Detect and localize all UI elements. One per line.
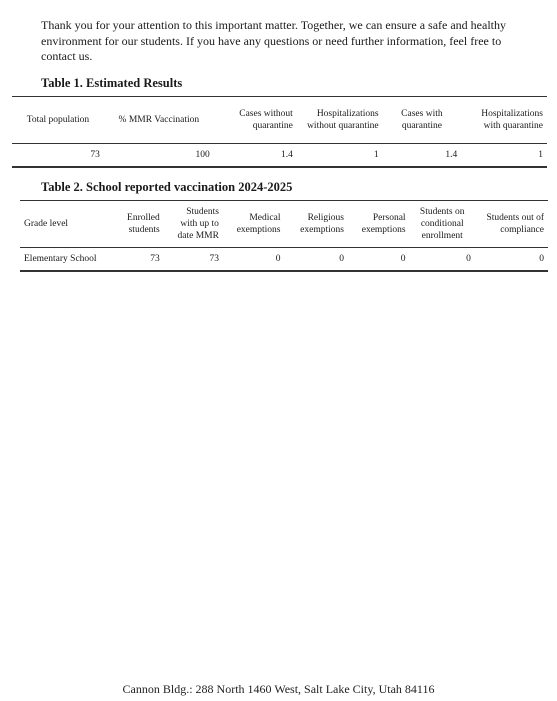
estimated-results-table bbox=[12, 96, 547, 168]
footer-address: Cannon Bldg.: 288 North 1460 West, Salt Lake City, Utah 84116 bbox=[122, 682, 435, 696]
table-row bbox=[12, 144, 547, 168]
cell-medical-exemptions: 0 bbox=[275, 254, 281, 264]
col-header-personal-exemptions: Personal exemptions bbox=[348, 201, 410, 248]
cell-grade-level: Elementary School bbox=[24, 254, 97, 264]
cell-cases-with-quarantine: 1.4 bbox=[445, 150, 458, 160]
col-header-hospitalizations-without-quarantine: Hospitalizations without quarantine bbox=[297, 97, 383, 144]
cell-up-to-date-mmr: 73 bbox=[209, 254, 219, 264]
col-header-hospitalizations-with-quarantine: Hospitalizations with quarantine bbox=[461, 97, 547, 144]
col-header-mmr-vaccination: % MMR Vaccination bbox=[104, 97, 214, 144]
table-row bbox=[20, 248, 548, 272]
table1-caption: Table 1. Estimated Results bbox=[41, 76, 183, 90]
cell-religious-exemptions: 0 bbox=[339, 254, 344, 264]
cell-personal-exemptions: 0 bbox=[400, 254, 406, 264]
cell-conditional-enrollment: 0 bbox=[466, 254, 471, 264]
intro-paragraph: Thank you for your attention to this important matter. Together, we can ensure a safe and healthy environment for our students. If you have any questions or need further information, feel free to contact us. bbox=[41, 18, 506, 63]
cell-cases-without-quarantine: 1.4 bbox=[280, 150, 293, 160]
cell-mmr-vaccination: 100 bbox=[195, 150, 210, 160]
cell-hospitalizations-without-quarantine: 1 bbox=[373, 150, 379, 160]
school-vaccination-table bbox=[20, 200, 548, 272]
col-header-religious-exemptions: Religious exemptions bbox=[285, 201, 348, 248]
cell-enrolled-students: 73 bbox=[150, 254, 160, 264]
table2-caption: Table 2. School reported vaccination 2024-2025 bbox=[41, 180, 293, 194]
col-header-out-of-compliance: Students out of compliance bbox=[475, 201, 548, 248]
cell-hospitalizations-with-quarantine: 1 bbox=[538, 150, 543, 160]
col-header-cases-without-quarantine: Cases without quarantine bbox=[214, 97, 297, 144]
col-header-cases-with-quarantine: Cases with quarantine bbox=[383, 97, 462, 144]
cell-out-of-compliance: 0 bbox=[539, 254, 544, 264]
col-header-medical-exemptions: Medical exemptions bbox=[223, 201, 285, 248]
cell-total-population: 73 bbox=[90, 150, 100, 160]
col-header-enrolled-students: Enrolled students bbox=[114, 201, 164, 248]
col-header-grade-level: Grade level bbox=[20, 201, 114, 248]
table-header-row bbox=[12, 97, 547, 144]
col-header-up-to-date-mmr: Students with up to date MMR bbox=[164, 201, 223, 248]
col-header-conditional-enrollment: Students on conditional enrollment bbox=[410, 201, 475, 248]
table-header-row bbox=[20, 201, 548, 248]
col-header-total-population: Total population bbox=[12, 97, 104, 144]
